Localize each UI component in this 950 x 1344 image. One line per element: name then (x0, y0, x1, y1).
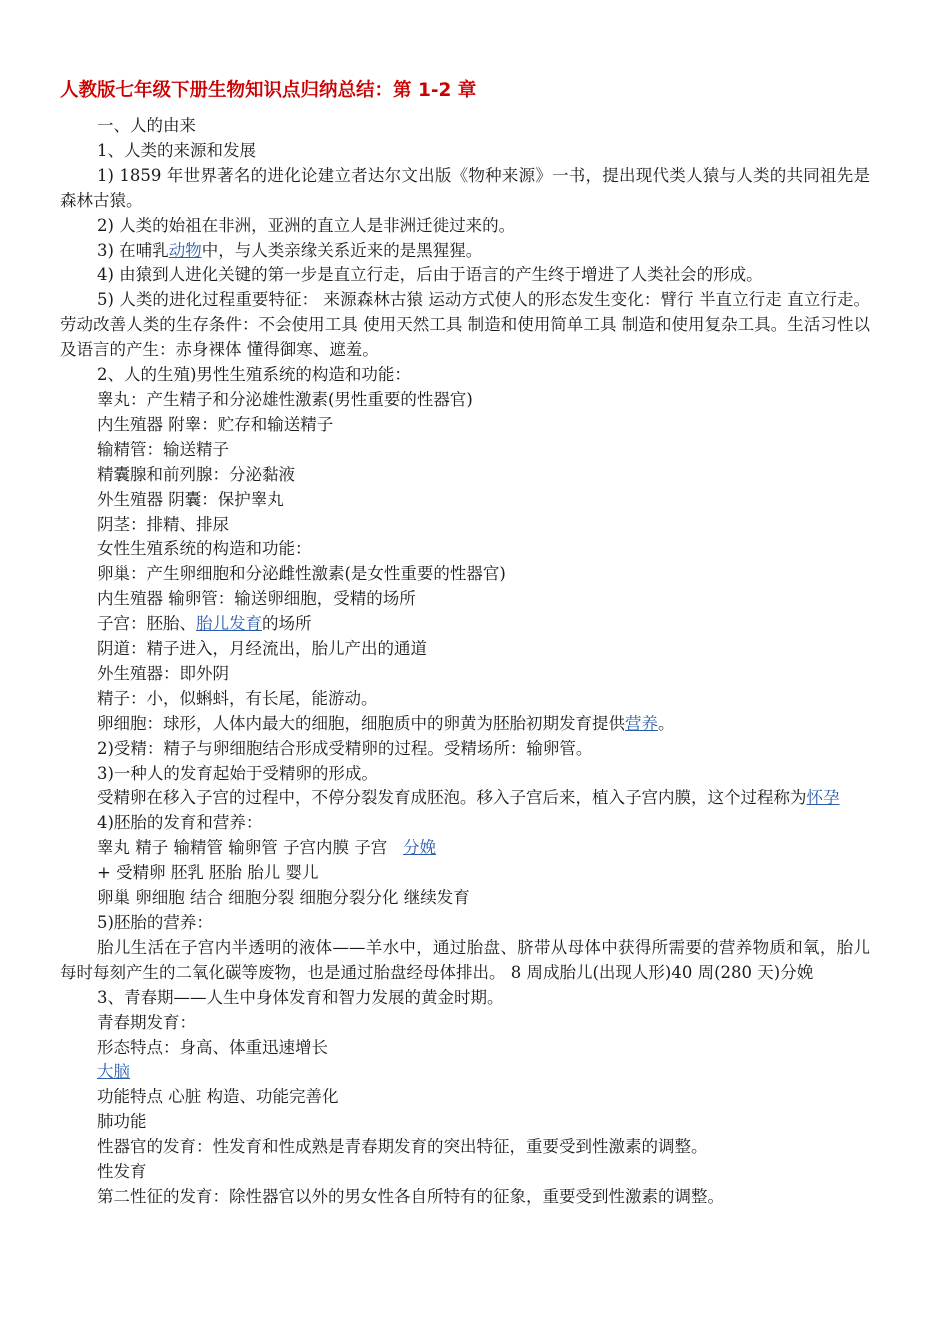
paragraph: 2) 人类的始祖在非洲，亚洲的直立人是非洲迁徙过来的。 (97, 215, 516, 235)
paragraph: 2)受精：精子与卵细胞结合形成受精卵的过程。受精场所：输卵管。 (97, 738, 593, 758)
flow-row (60, 836, 870, 861)
paragraph: 1) 1859 年世界著名的进化论建立者达尔文出版《物种来源》一书，提出现代类人猿与人类的共同祖先是森林古猿。 (60, 165, 870, 210)
list-item: 外生殖器：即外阴 (97, 663, 229, 683)
list-item: 输精管：输送精子 (97, 439, 229, 459)
list-item: 形态特点：身高、体重迅速增长 (97, 1037, 328, 1057)
document-body (60, 78, 876, 1210)
link-brain[interactable]: 大脑 (97, 1062, 130, 1082)
list-item: 女性生殖系统的构造和功能： (97, 539, 312, 559)
paragraph: 4)胚胎的发育和营养： (97, 813, 263, 833)
subsection-heading: 1、人类的来源和发展 (97, 140, 256, 160)
text-span: 3) 在哺乳 (97, 240, 169, 260)
list-item: 卵巢：产生卵细胞和分泌雌性激素(是女性重要的性器官) (97, 564, 506, 584)
link-animal[interactable]: 动物 (168, 240, 202, 260)
text-span: 的场所 (262, 614, 312, 634)
list-item: 功能特点 心脏 构造、功能完善化 (97, 1087, 339, 1107)
flow-row: 卵巢 卵细胞 结合 细胞分裂 细胞分裂分化 继续发育 (97, 888, 470, 908)
text-span: 中，与人类亲缘关系近来的是黑猩猩。 (201, 240, 483, 260)
list-item (60, 612, 870, 637)
link-pregnancy[interactable]: 怀孕 (806, 788, 840, 808)
paragraph: 3)一种人的发育起始于受精卵的形成。 (97, 763, 378, 783)
paragraph: 4) 由猿到人进化关键的第一步是直立行走，后由于语言的产生终于增进了人类社会的形成。 (97, 265, 763, 285)
list-item: 性器官的发育：性发育和性成熟是青春期发育的突出特征，重要受到性激素的调整。 (97, 1137, 708, 1157)
link-fetal-development[interactable]: 胎儿发育 (196, 614, 262, 634)
text-span: 睾丸 精子 输精管 输卵管 子宫内膜 子宫 (97, 838, 393, 858)
list-item: 内生殖器 附睾：贮存和输送精子 (97, 414, 334, 434)
subsection-heading: 3、青春期——人生中身体发育和智力发展的黄金时期。 (97, 987, 504, 1007)
list-item: 外生殖器 阴囊：保护睾丸 (97, 489, 284, 509)
section-heading: 一、人的由来 (97, 116, 196, 135)
paragraph: 5) 人类的进化过程重要特征： 来源森林古猿 运动方式使人的形态发生变化：臂行 半直立行走 直立行走。 劳动改善人类的生存条件：不会使用工具 使用天然工具 制造和使用简单工具 制造和使用复杂工具。生活习性以及语言的产生：赤身裸体 懂得御寒、遮羞。 (60, 290, 876, 360)
paragraph (60, 786, 870, 811)
list-item: 青春期发育： (97, 1012, 196, 1032)
text-span: 卵细胞：球形，人体内最大的细胞，细胞质中的卵黄为胚胎初期发育提供 (97, 713, 625, 733)
text-span: 。 (658, 713, 675, 733)
list-item: 第二性征的发育：除性器官以外的男女性各自所特有的征象，重要受到性激素的调整。 (97, 1186, 724, 1206)
list-item: 性发育 (97, 1162, 147, 1182)
flow-row: + 受精卵 胚乳 胚胎 胎儿 婴儿 (97, 863, 319, 883)
link-nutrition[interactable]: 营养 (625, 713, 658, 733)
paragraph (60, 239, 870, 264)
list-item: 精囊腺和前列腺：分泌黏液 (97, 464, 295, 484)
list-item (60, 1060, 870, 1085)
list-item: 阴道：精子进入，月经流出，胎儿产出的通道 (97, 639, 427, 659)
list-item: 精子：小，似蝌蚪，有长尾，能游动。 (97, 688, 378, 708)
subsection-heading: 2、人的生殖)男性生殖系统的构造和功能： (97, 365, 411, 385)
page-title: 人教版七年级下册生物知识点归纳总结：第 1-2 章 (60, 80, 477, 101)
list-item (60, 712, 870, 737)
paragraph: 胎儿生活在子宫内半透明的液体——羊水中，通过胎盘、脐带从母体中获得所需要的营养物质和氧，胎儿每时每刻产生的二氧化碳等废物，也是通过胎盘经母体排出。 8 周成胎儿(出现人形)40 周(280 天)分娩 (60, 937, 870, 982)
list-item: 阴茎：排精、排尿 (97, 514, 229, 534)
link-childbirth[interactable]: 分娩 (402, 838, 436, 858)
list-item: 睾丸：产生精子和分泌雄性激素(男性重要的性器官) (97, 389, 473, 409)
text-span: 受精卵在移入子宫的过程中，不停分裂发育成胚泡。移入子宫后来，植入子宫内膜，这个过程称为 (97, 788, 807, 808)
list-item: 肺功能 (97, 1112, 147, 1132)
list-item: 内生殖器 输卵管：输送卵细胞，受精的场所 (97, 589, 416, 609)
paragraph: 5)胚胎的营养： (97, 913, 213, 932)
text-span: 子宫：胚胎、 (97, 614, 196, 634)
